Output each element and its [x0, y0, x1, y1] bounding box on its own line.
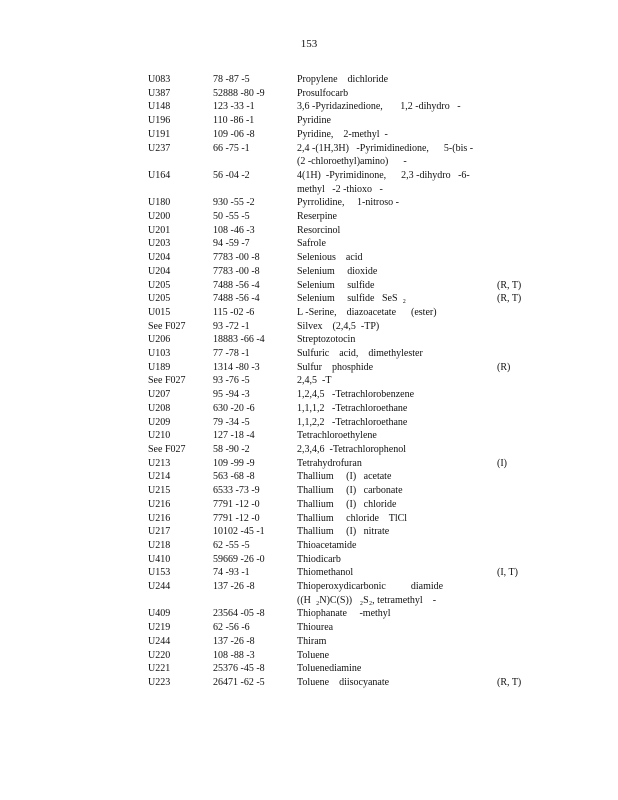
cas-number: 23564 -05 -8 [213, 608, 265, 620]
cas-number: 93 -76 -5 [213, 375, 250, 387]
waste-code: U218 [148, 539, 171, 551]
table-row [148, 402, 538, 416]
table-row [148, 429, 538, 443]
cas-number: 108 -46 -3 [213, 224, 255, 236]
substance-name: Thallium chloride TlCl [297, 512, 408, 524]
table-row [148, 320, 538, 334]
waste-code: U205 [148, 293, 171, 305]
waste-code: U387 [148, 87, 171, 99]
hazard-code: (I) [497, 457, 507, 469]
waste-code: U210 [148, 430, 171, 442]
table-row [148, 361, 538, 375]
waste-code: U220 [148, 649, 171, 661]
cas-number: 93 -72 -1 [213, 320, 250, 332]
table-row [148, 196, 538, 210]
cas-number: 109 -06 -8 [213, 128, 255, 140]
substance-name: 1,2,4,5 -Tetrachlorobenzene [297, 389, 415, 401]
waste-code: U204 [148, 265, 171, 277]
cas-number: 77 -78 -1 [213, 348, 250, 360]
waste-code: U180 [148, 197, 171, 209]
table-row [148, 333, 538, 347]
cas-number: 123 -33 -1 [213, 101, 255, 113]
substance-name: 2,4,5 -T [297, 375, 332, 387]
table-row [148, 607, 538, 621]
substance-name: L -Serine, diazoacetate (ester) [297, 306, 437, 318]
substance-name: Selenious acid [297, 252, 363, 264]
cas-number: 66 -75 -1 [213, 142, 250, 154]
cas-number: 1314 -80 -3 [213, 361, 260, 373]
substance-name: Thallium (I) acetate [297, 471, 392, 483]
substance-name: Tetrahydrofuran [297, 457, 362, 469]
table-row [148, 114, 538, 128]
substance-name: Toluene [297, 649, 330, 661]
substance-name: Tetrachloroethylene [297, 430, 377, 442]
table-row [148, 374, 538, 388]
table-row [148, 251, 538, 265]
cas-number: 95 -94 -3 [213, 389, 250, 401]
waste-code: U209 [148, 416, 171, 428]
substance-name: Thallium (I) chloride [297, 498, 397, 510]
substance-name: Thioperoxydicarbonic diamide ((H ₂N)C(S)) ₂S₂, tetramethyl - [297, 581, 444, 606]
hazard-code: (R, T) [497, 293, 522, 305]
cas-number: 59669 -26 -0 [213, 553, 265, 565]
substance-name: 2,4 -(1H,3H) -Pyrimidinedione, 5-(bis - (2 -chloroethyl)amino) - [297, 142, 474, 168]
cas-number: 6533 -73 -9 [213, 485, 260, 497]
substance-name: Thiophanate -methyl [297, 608, 391, 620]
cas-number: 930 -55 -2 [213, 197, 255, 209]
table-row [148, 142, 538, 169]
waste-code: U244 [148, 635, 171, 647]
substance-name: Propylene dichloride [297, 74, 389, 85]
cas-number: 10102 -45 -1 [213, 526, 265, 538]
table-row [148, 210, 538, 224]
cas-number: 58 -90 -2 [213, 443, 250, 455]
waste-code: See F027 [148, 320, 186, 332]
substance-name: Resorcinol [297, 224, 341, 236]
cas-number: 110 -86 -1 [213, 115, 255, 127]
waste-code: U216 [148, 512, 171, 524]
waste-code: U015 [148, 306, 171, 318]
page-number: 153 [300, 38, 318, 50]
waste-code: U208 [148, 402, 171, 414]
waste-code: U189 [148, 361, 171, 373]
waste-code: U207 [148, 389, 171, 401]
cas-number: 25376 -45 -8 [213, 663, 265, 675]
table-row [148, 292, 538, 306]
waste-code: U103 [148, 348, 171, 360]
substance-name: Reserpine [297, 211, 337, 223]
substance-name: Silvex (2,4,5 -TP) [297, 320, 380, 332]
cas-number: 78 -87 -5 [213, 74, 250, 85]
cas-number: 563 -68 -8 [213, 471, 255, 483]
table-row [148, 676, 538, 690]
hazard-code: (R) [497, 361, 511, 373]
waste-code: U205 [148, 279, 171, 291]
cas-number: 18883 -66 -4 [213, 334, 265, 346]
substance-name: Prosulfocarb [297, 87, 349, 99]
waste-code: U164 [148, 169, 171, 181]
table-row [148, 470, 538, 484]
cas-number: 50 -55 -5 [213, 211, 250, 223]
cas-number: 115 -02 -6 [213, 306, 255, 318]
substance-name: Pyridine [297, 115, 331, 127]
table-row [148, 457, 538, 471]
substance-name: Thallium (I) carbonate [297, 485, 403, 497]
substance-name: Pyridine, 2-methyl - [297, 128, 388, 140]
table-row [148, 580, 538, 607]
cas-number: 7488 -56 -4 [213, 279, 260, 291]
table-row [148, 73, 538, 87]
cas-number: 109 -99 -9 [213, 457, 255, 469]
table-row [148, 100, 538, 114]
hazard-code: (R, T) [497, 279, 522, 291]
hazardous-waste-table [148, 73, 538, 690]
waste-code: See F027 [148, 375, 186, 387]
table-row [148, 87, 538, 101]
hazard-code: (I, T) [497, 567, 518, 579]
substance-name: 2,3,4,6 -Tetrachlorophenol [297, 443, 406, 455]
table-row [148, 443, 538, 457]
waste-code: U148 [148, 101, 171, 113]
waste-code: U223 [148, 676, 171, 688]
cas-number: 127 -18 -4 [213, 430, 255, 442]
waste-code: U201 [148, 224, 171, 236]
waste-code: U214 [148, 471, 171, 483]
waste-code: U196 [148, 115, 171, 127]
waste-code: U191 [148, 128, 171, 140]
substance-name: Thiourea [297, 622, 334, 634]
cas-number: 7783 -00 -8 [213, 252, 260, 264]
table-row [148, 169, 538, 196]
table-row [148, 237, 538, 251]
substance-name: 1,1,1,2 -Tetrachloroethane [297, 402, 408, 414]
waste-code: U204 [148, 252, 171, 264]
waste-code: U215 [148, 485, 171, 497]
cas-number: 108 -88 -3 [213, 649, 255, 661]
substance-name: Thioacetamide [297, 539, 357, 551]
cas-number: 62 -56 -6 [213, 622, 250, 634]
waste-code: U153 [148, 567, 171, 579]
substance-name: Safrole [297, 238, 326, 250]
substance-name: 1,1,2,2 -Tetrachloroethane [297, 416, 408, 428]
cas-number: 52888 -80 -9 [213, 87, 265, 99]
cas-number: 630 -20 -6 [213, 402, 255, 414]
table-row [148, 265, 538, 279]
table-row [148, 566, 538, 580]
table-row [148, 416, 538, 430]
waste-code: U213 [148, 457, 171, 469]
cas-number: 7783 -00 -8 [213, 265, 260, 277]
substance-name: Selenium dioxide [297, 265, 378, 277]
cas-number: 26471 -62 -5 [213, 676, 265, 688]
cas-number: 94 -59 -7 [213, 238, 250, 250]
table-row [148, 484, 538, 498]
substance-name: 4(1H) -Pyrimidinone, 2,3 -dihydro -6- methyl -2 -thioxo - [297, 169, 470, 195]
substance-name: Selenium sulfide [297, 279, 375, 291]
cas-number: 74 -93 -1 [213, 567, 250, 579]
cas-number: 56 -04 -2 [213, 169, 250, 181]
waste-code: U237 [148, 142, 171, 154]
table-row [148, 306, 538, 320]
waste-code: U083 [148, 74, 171, 85]
cas-number: 7791 -12 -0 [213, 498, 260, 510]
table-row [148, 525, 538, 539]
table-row [148, 662, 538, 676]
substance-name: Toluene diisocyanate [297, 676, 390, 688]
table-row [148, 635, 538, 649]
waste-code: U221 [148, 663, 171, 675]
table-row [148, 621, 538, 635]
waste-code: U244 [148, 581, 171, 593]
cas-number: 137 -26 -8 [213, 635, 255, 647]
table-row [148, 224, 538, 238]
waste-code: U219 [148, 622, 171, 634]
waste-code: See F027 [148, 443, 186, 455]
cas-number: 7488 -56 -4 [213, 293, 260, 305]
substance-name: Sulfuric acid, dimethylester [297, 348, 423, 360]
waste-code: U203 [148, 238, 171, 250]
waste-code: U216 [148, 498, 171, 510]
waste-code: U200 [148, 211, 171, 223]
substance-name: Sulfur phosphide [297, 361, 374, 373]
substance-name: Pyrrolidine, 1-nitroso - [297, 197, 399, 209]
table-row [148, 347, 538, 361]
table-row [148, 388, 538, 402]
cas-number: 7791 -12 -0 [213, 512, 260, 524]
waste-code: U410 [148, 553, 171, 565]
substance-name: Thiodicarb [297, 553, 341, 565]
substance-name: Streptozotocin [297, 334, 356, 346]
substance-name: Thallium (I) nitrate [297, 526, 390, 538]
substance-name: Selenium sulfide SeS ₂ [297, 293, 407, 305]
waste-code: U206 [148, 334, 171, 346]
table-row [148, 553, 538, 567]
substance-name: Thiram [297, 635, 327, 647]
table-row [148, 498, 538, 512]
table-row [148, 128, 538, 142]
substance-name: 3,6 -Pyridazinedione, 1,2 -dihydro - [297, 101, 461, 113]
hazard-code: (R, T) [497, 676, 522, 688]
table-row [148, 539, 538, 553]
substance-name: Thiomethanol [297, 567, 354, 579]
waste-code: U217 [148, 526, 171, 538]
cas-number: 79 -34 -5 [213, 416, 250, 428]
table-row [148, 512, 538, 526]
table-row [148, 649, 538, 663]
cas-number: 137 -26 -8 [213, 581, 255, 593]
waste-code: U409 [148, 608, 171, 620]
substance-name: Toluenediamine [297, 663, 362, 675]
cas-number: 62 -55 -5 [213, 539, 250, 551]
table-row [148, 279, 538, 293]
